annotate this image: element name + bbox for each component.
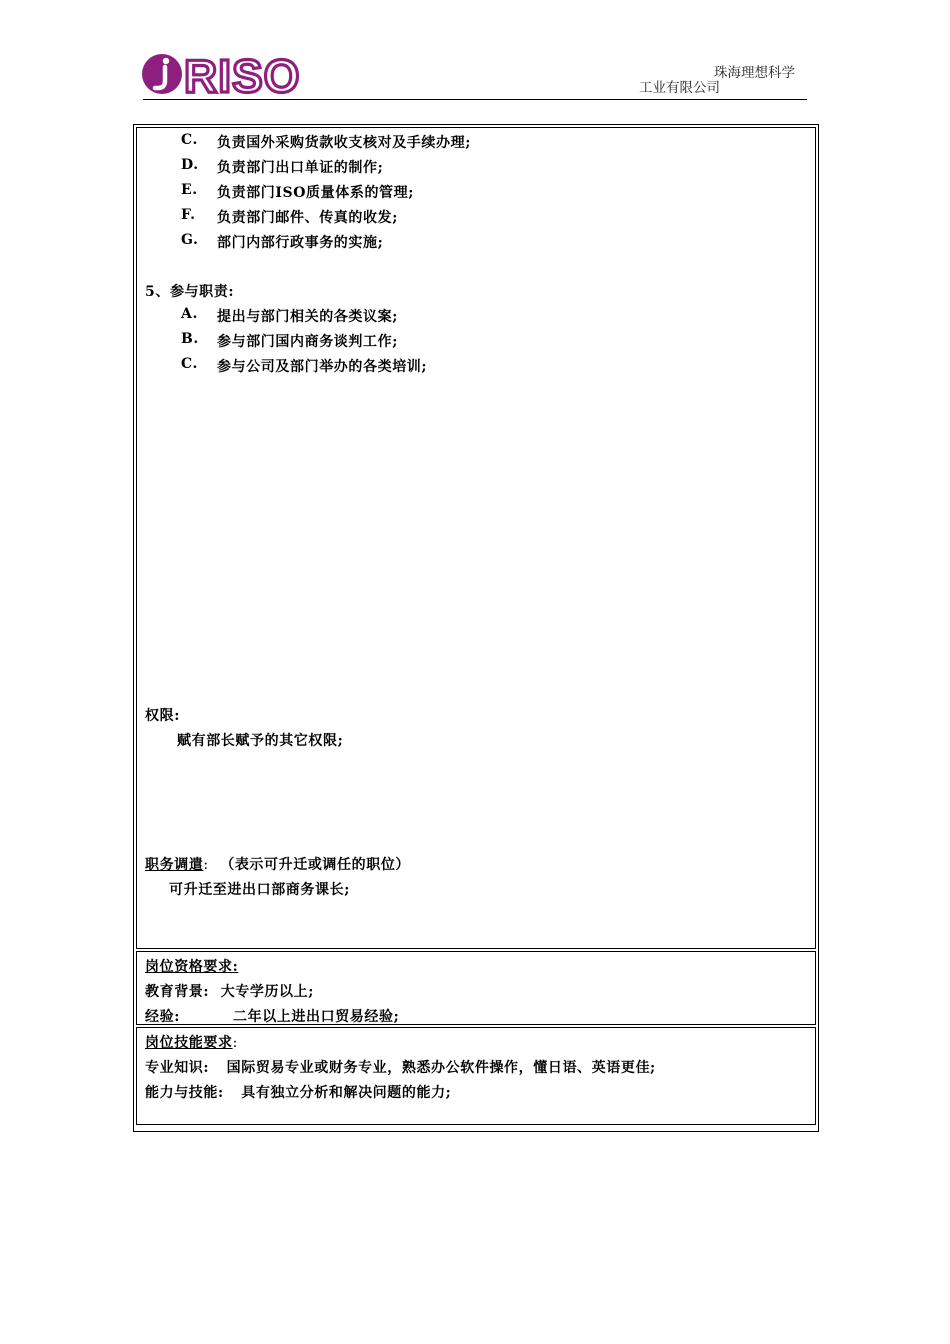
duties-section: C. 负责国外采购货款收支核对及手续办理; D. 负责部门出口单证的制作; E. 负责部门ISO质量体系的管理; F. 负责部门邮件、传真的收发; G. 部门内部行政事务的实施; 5、参与职责: A. 提出与部门相关的各类议案; B. 参与部门国内商务谈判工作; C. 参与公司及部门举办的各类培训; 权限: 赋有部长赋予的其它权限; 职务调遣: （表示可升迁或调任的职位） 可升迁至进出口部商务课长;: [136, 127, 816, 949]
company-name-line1: 珠海理想科学: [714, 65, 795, 81]
experience-value: 二年以上进出口贸易经验;: [233, 1009, 400, 1025]
qualification-heading: 岗位资格要求:: [145, 959, 239, 975]
svg-text:RISO: RISO: [184, 50, 301, 100]
transfer-colon: :: [203, 857, 209, 873]
qualification-section: [136, 951, 816, 1025]
header-divider: [143, 99, 807, 100]
transfer-note: （表示可升迁或调任的职位）: [220, 857, 411, 873]
company-name: [639, 66, 810, 96]
transfer-title: 职务调遣: [145, 857, 204, 873]
knowledge-row: [145, 1057, 656, 1077]
knowledge-label: 专业知识:: [145, 1060, 210, 1076]
education-row: [145, 981, 314, 1001]
transfer-heading: [145, 854, 410, 874]
authority-text: 赋有部长赋予的其它权限;: [177, 733, 344, 749]
riso-logo: [140, 48, 305, 100]
skills-heading: [145, 1032, 238, 1052]
skills-title: 岗位技能要求: [145, 1035, 233, 1051]
ability-value: 具有独立分析和解决问题的能力;: [241, 1085, 452, 1101]
skills-section: [136, 1027, 816, 1125]
transfer-text: 可升迁至进出口部商务课长;: [169, 882, 350, 898]
skills-title-colon: :: [232, 1035, 238, 1051]
experience-row: [145, 1006, 400, 1026]
experience-label: 经验:: [145, 1009, 180, 1025]
company-name-line2: 工业有限公司: [639, 80, 720, 96]
job-description-table: [133, 124, 819, 1132]
ability-label: 能力与技能:: [145, 1085, 224, 1101]
authority-heading: 权限:: [145, 708, 180, 724]
education-label: 教育背景:: [145, 984, 210, 1000]
knowledge-value: 国际贸易专业或财务专业，熟悉办公软件操作，懂日语、英语更佳;: [226, 1060, 656, 1076]
ability-row: [145, 1082, 451, 1102]
education-value: 大专学历以上;: [220, 984, 315, 1000]
participation-heading: 5、参与职责:: [145, 284, 235, 300]
